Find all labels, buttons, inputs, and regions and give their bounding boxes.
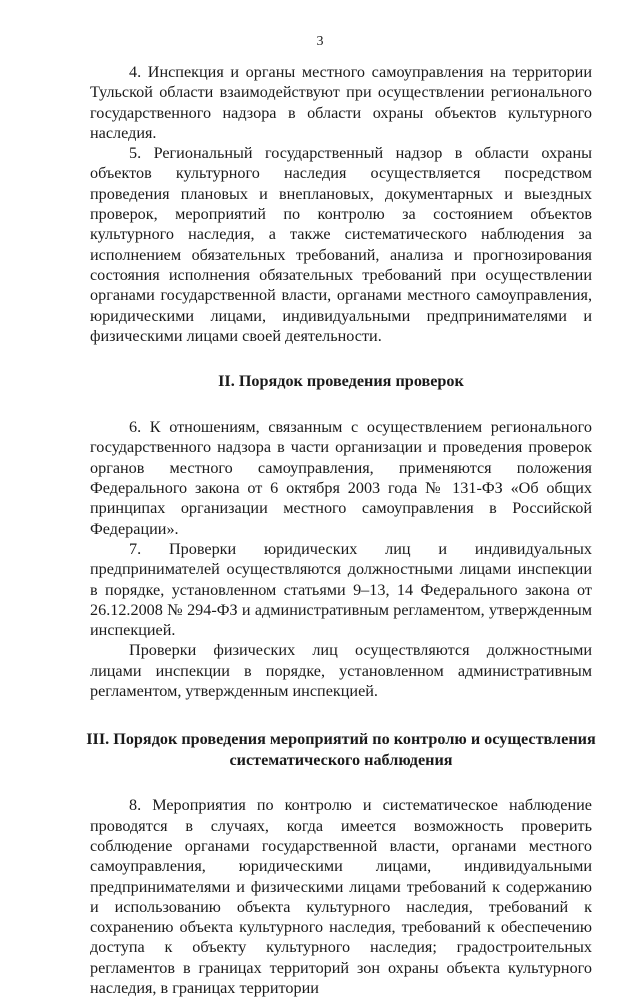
paragraph-5: 5. Региональный государственный надзор в области охраны объектов культурного наследия осуществляется посредством проведения плановых и внеплановых, документарных и выездных проверок, мероприятий по контролю за состоянием объектов культурного наследия, а также систематического наблюдения за исполнением обязательных требований, анализа и прогнозирования состояния исполнения обязательных требований при осуществлении органами государственной власти, органами местного самоуправления, юридическими лицами, индивидуальными предпринимателями и физическими лицами своей деятельности. — [90, 144, 592, 345]
section-2-heading: II. Порядок проведения проверок — [218, 372, 464, 391]
document-body — [86, 62, 596, 998]
paragraph-6: 6. К отношениям, связанным с осуществлением регионального государственного надзора в части организации и проведения проверок органов местного самоуправления, применяются положения Федерального закона от 6 октября 2003 года № 131-ФЗ «Об общих принципах организации местного самоуправления в Российской Федерации». — [90, 418, 592, 538]
paragraph-8: 8. Мероприятия по контролю и систематическое наблюдение проводятся в случаях, когда имеется возможность проверить соблюдение органами государственной власти, органами местного самоуправления, юридическими лицами, индивидуальными предпринимателями и физическими лицами требований к содержанию и использованию объекта культурного наследия, требований к сохранению объекта культурного наследия, требований к обеспечению доступа к объекту культурного наследия; градостроительных регламентов в границах территорий зон охраны объекта культурного наследия, в границах территории — [90, 796, 592, 997]
paragraph-4: 4. Инспекция и органы местного самоуправления на территории Тульской области взаимодействуют при осуществлении регионального государственного надзора в области охраны объектов культурного наследия. — [90, 63, 592, 142]
page-number: 3 — [316, 34, 324, 49]
section-3-heading — [80, 729, 602, 771]
paragraph-7: 7. Проверки юридических лиц и индивидуальных предпринимателей осуществляются должностными лицами инспекции в порядке, установленном статьями 9–13, 14 Федерального закона от 26.12.2008 № 294-ФЗ и административным регламентом, утвержденным инспекцией. — [90, 539, 592, 640]
section-3-heading-line-2: систематического наблюдения — [229, 751, 453, 770]
paragraph-7-physical-persons: Проверки физических лиц осуществляются должностными лицами инспекции в порядке, установленном административным регламентом, утвержденным инспекцией. — [90, 641, 592, 701]
section-3-heading-line-1: III. Порядок проведения мероприятий по контролю и осуществления — [86, 730, 596, 749]
